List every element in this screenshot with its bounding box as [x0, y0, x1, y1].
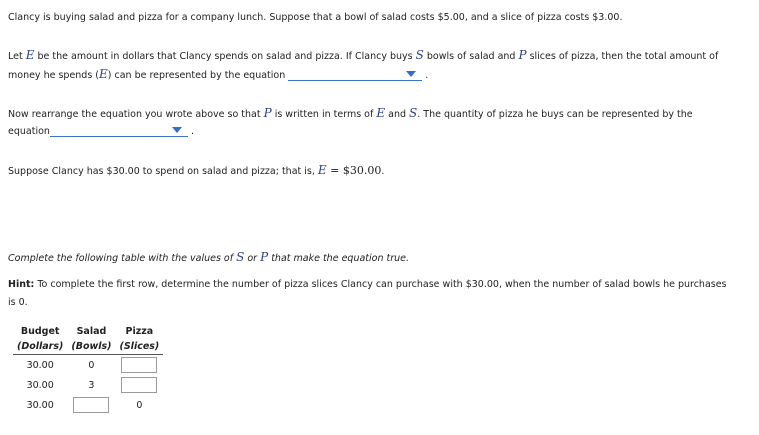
text: . The quantity of pizza he buys can be represented by the [417, 109, 693, 120]
text: . [425, 70, 429, 81]
subheader-salad: (Bowls) [67, 339, 115, 355]
var-p: P [260, 250, 269, 264]
rearranged-equation-dropdown[interactable] [50, 124, 188, 137]
hint-line1 [8, 279, 727, 290]
var-s: S [409, 106, 418, 120]
text: equation [8, 126, 50, 137]
chevron-down-icon [406, 71, 416, 77]
salad-input-row3[interactable] [73, 397, 109, 413]
var-p: P [518, 48, 527, 62]
text: is written in terms of [271, 109, 377, 120]
text: Let [8, 51, 26, 62]
budget-cell: 30.00 [26, 359, 54, 371]
var-e: E [376, 106, 386, 120]
salad-cell: 0 [88, 359, 95, 371]
text: To complete the first row, determine the number of pizza slices Clancy can purchase with $30.00, when the number of salad bowls he purchases [34, 279, 727, 290]
paragraph-budget [8, 163, 384, 177]
equation-dropdown[interactable] [288, 68, 422, 81]
paragraph-equation-line1 [8, 48, 718, 62]
header-budget: Budget [20, 326, 60, 337]
text: be the amount in dollars that Clancy spends on salad and pizza. If Clancy buys [34, 51, 416, 62]
var-s: S [415, 48, 424, 62]
var-e: E [317, 163, 327, 177]
var-p: P [263, 106, 272, 120]
text: . [381, 166, 385, 177]
table-instruction [8, 250, 409, 264]
text: or [244, 253, 261, 264]
text: = [326, 164, 343, 177]
subheader-pizza: (Slices) [116, 339, 164, 355]
text: . [190, 126, 194, 137]
header-pizza: Pizza [125, 326, 154, 337]
budget-cell: 30.00 [26, 399, 54, 411]
subheader-budget: (Dollars) [13, 339, 67, 355]
text: bowls of salad and [423, 51, 519, 62]
hint-line2: is 0. [8, 297, 28, 308]
budget-table [13, 324, 163, 415]
text: money he spends ( [8, 70, 100, 81]
budget-value: $30.00 [342, 164, 382, 177]
pizza-input-row1[interactable] [121, 357, 157, 373]
salad-cell [67, 395, 115, 415]
var-e: E [25, 48, 35, 62]
salad-cell: 3 [88, 379, 95, 391]
text: ) can be represented by the equation [107, 70, 286, 81]
var-s: S [236, 250, 245, 264]
text: that make the equation true. [268, 253, 410, 264]
table-row [13, 395, 163, 415]
budget-cell: 30.00 [26, 379, 54, 391]
paragraph-rearrange-line1 [8, 106, 693, 120]
intro-text: Clancy is buying salad and pizza for a company lunch. Suppose that a bowl of salad costs $5.00, and a slice of pizza costs $3.00. [8, 12, 623, 23]
paragraph-equation-line2 [8, 67, 428, 81]
text: Now rearrange the equation you wrote above so that [8, 109, 264, 120]
chevron-down-icon [172, 127, 182, 133]
table-row [13, 375, 163, 395]
text: and [385, 109, 410, 120]
pizza-cell [116, 355, 164, 376]
table-row [13, 355, 163, 376]
text: slices of pizza, then the total amount of [526, 51, 719, 62]
var-e: E [99, 67, 108, 81]
hint-label: Hint: [8, 279, 35, 290]
pizza-cell: 0 [136, 399, 143, 411]
header-salad: Salad [76, 326, 107, 337]
pizza-input-row2[interactable] [121, 377, 157, 393]
pizza-cell [116, 375, 164, 395]
paragraph-rearrange-line2 [8, 124, 194, 137]
text: Suppose Clancy has $30.00 to spend on salad and pizza; that is, [8, 166, 318, 177]
text: Complete the following table with the values of [8, 253, 237, 264]
